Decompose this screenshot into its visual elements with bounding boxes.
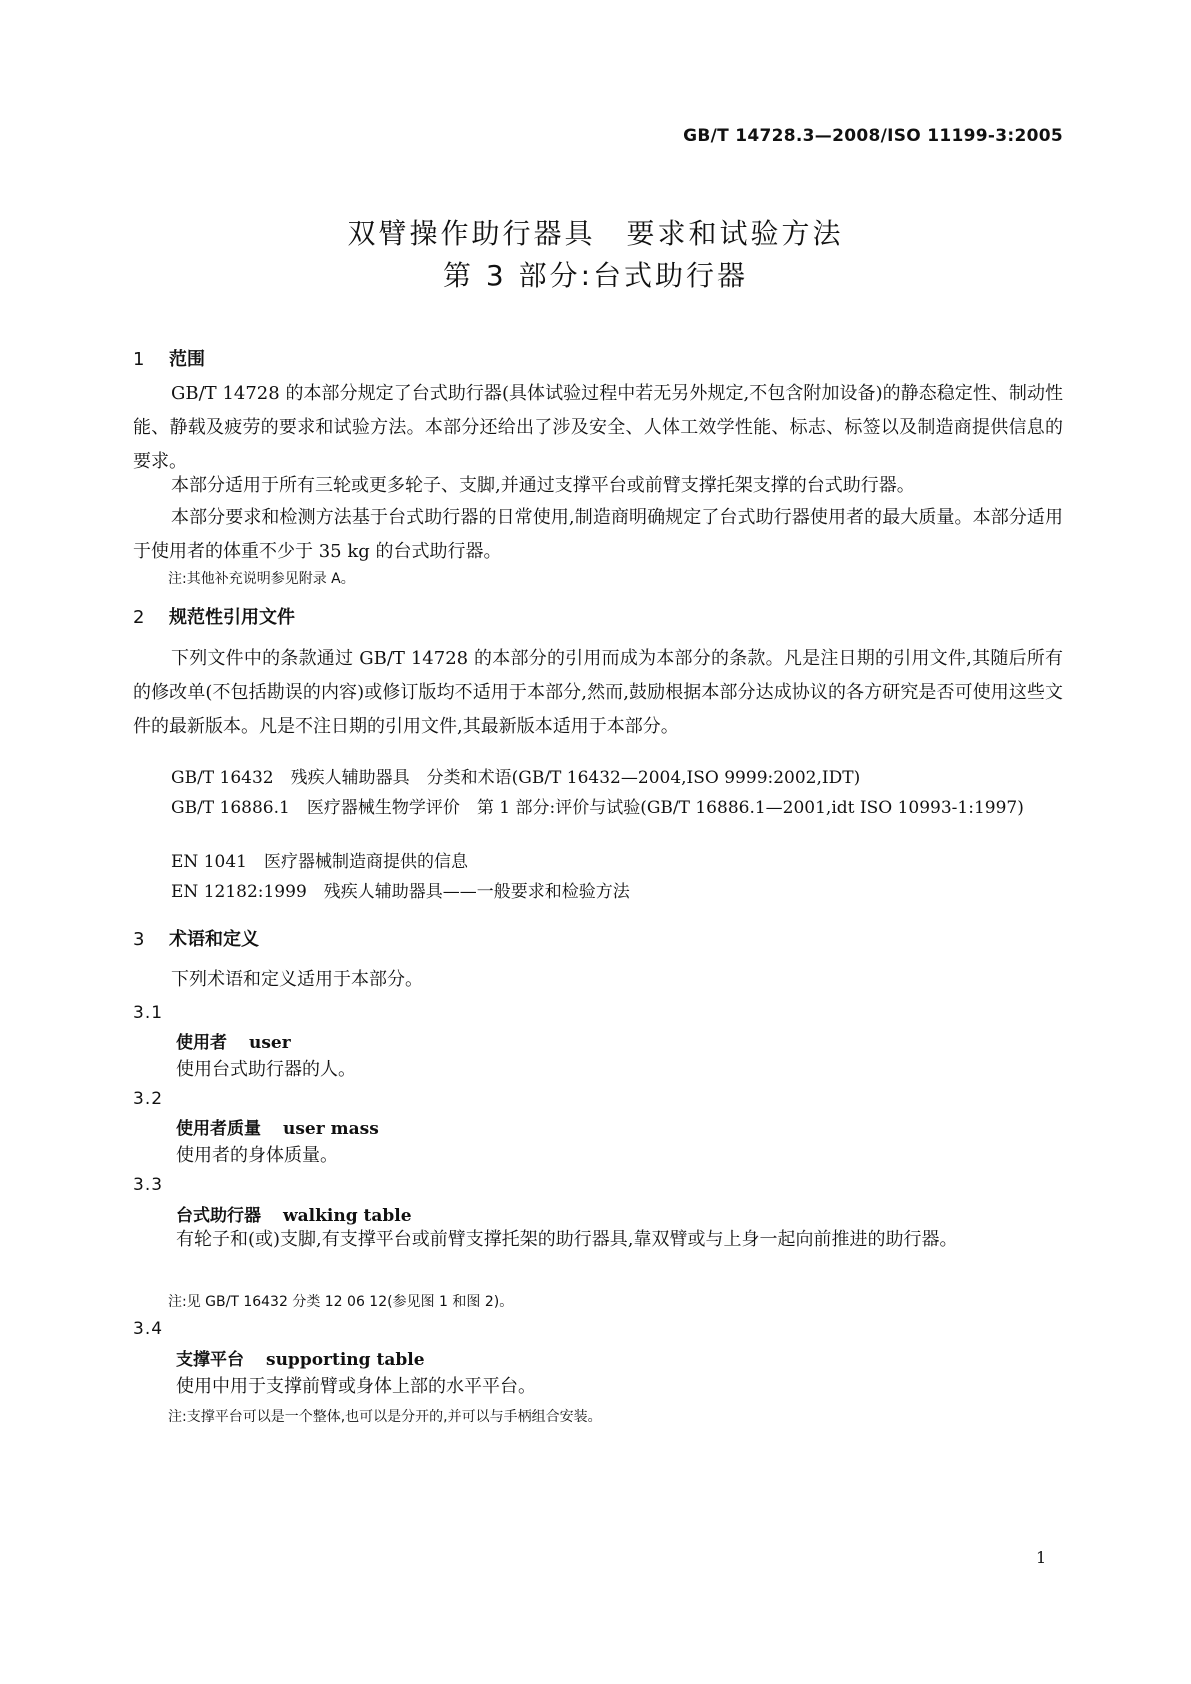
term-heading bbox=[176, 1114, 379, 1139]
section-1-paragraph-2: 本部分适用于所有三轮或更多轮子、支脚,并通过支撑平台或前臂支撑托架支撑的台式助行器。 bbox=[171, 475, 915, 496]
section-1-paragraph-3: 本部分要求和检测方法基于台式助行器的日常使用,制造商明确规定了台式助行器使用者的最大质量。本部分适用于使用者的体重不少于 35 kg 的台式助行器。 bbox=[133, 507, 1063, 562]
term-number: 3.3 bbox=[133, 1175, 164, 1195]
term-number: 3.2 bbox=[133, 1089, 164, 1109]
section-number: 3 bbox=[133, 929, 145, 950]
term-note: 注:支撑平台可以是一个整体,也可以是分开的,并可以与手柄组合安装。 bbox=[168, 1409, 602, 1425]
term-zh: 使用者质量 bbox=[176, 1119, 261, 1139]
section-number: 2 bbox=[133, 607, 145, 628]
term-heading bbox=[176, 1345, 425, 1370]
section-1-heading bbox=[133, 345, 205, 371]
term-heading bbox=[176, 1028, 291, 1053]
title-line-2: 第 3 部分:台式助行器 bbox=[442, 259, 749, 292]
term-definition: 使用台式助行器的人。 bbox=[176, 1059, 356, 1080]
reference-item: EN 1041 医疗器械制造商提供的信息 bbox=[171, 852, 468, 872]
section-title: 术语和定义 bbox=[169, 929, 259, 950]
reference-item: EN 12182:1999 残疾人辅助器具——一般要求和检验方法 bbox=[171, 882, 630, 902]
term-en: supporting table bbox=[266, 1350, 425, 1370]
section-3-heading bbox=[133, 925, 259, 951]
section-2-heading bbox=[133, 603, 295, 629]
section-title: 规范性引用文件 bbox=[169, 607, 295, 628]
term-number: 3.4 bbox=[133, 1319, 164, 1339]
standard-code: GB/T 14728.3—2008/ISO 11199-3:2005 bbox=[683, 126, 1063, 146]
page-number: 1 bbox=[1036, 1548, 1047, 1567]
section-2-paragraph-1: 下列文件中的条款通过 GB/T 14728 的本部分的引用而成为本部分的条款。凡是注日期的引用文件,其随后所有的修改单(不包括勘误的内容)或修订版均不适用于本部分,然而,鼓励根据本部分达成协议的各方研究是否可使用这些文件的最新版本。凡是不注日期的引用文件,其最新版本适用于本部分。 bbox=[133, 648, 1063, 737]
term-zh: 台式助行器 bbox=[176, 1206, 261, 1226]
term-definition: 使用中用于支撑前臂或身体上部的水平平台。 bbox=[176, 1376, 536, 1397]
term-number: 3.1 bbox=[133, 1003, 164, 1023]
reference-item: GB/T 16886.1 医疗器械生物学评价 第 1 部分:评价与试验(GB/T 16886.1—2001,idt ISO 10993-1:1997) bbox=[171, 798, 1024, 818]
term-en: user bbox=[249, 1033, 291, 1053]
term-zh: 支撑平台 bbox=[176, 1350, 244, 1370]
title-line-1: 双臂操作助行器具 要求和试验方法 bbox=[347, 217, 844, 250]
term-definition: 有轮子和(或)支脚,有支撑平台或前臂支撑托架的助行器具,靠双臂或与上身一起向前推进的助行器。 bbox=[176, 1229, 958, 1250]
term-en: user mass bbox=[283, 1119, 379, 1139]
term-en: walking table bbox=[283, 1206, 412, 1226]
section-1-paragraph-1: GB/T 14728 的本部分规定了台式助行器(具体试验过程中若无另外规定,不包含附加设备)的静态稳定性、制动性能、静载及疲劳的要求和试验方法。本部分还给出了涉及安全、人体工效学性能、标志、标签以及制造商提供信息的要求。 bbox=[133, 383, 1063, 472]
term-note: 注:见 GB/T 16432 分类 12 06 12(参见图 1 和图 2)。 bbox=[168, 1294, 514, 1310]
section-1-note: 注:其他补充说明参见附录 A。 bbox=[168, 571, 355, 587]
section-title: 范围 bbox=[169, 349, 205, 370]
term-definition: 使用者的身体质量。 bbox=[176, 1145, 338, 1166]
section-number: 1 bbox=[133, 349, 145, 370]
section-3-intro: 下列术语和定义适用于本部分。 bbox=[171, 969, 423, 990]
reference-item: GB/T 16432 残疾人辅助器具 分类和术语(GB/T 16432—2004,ISO 9999:2002,IDT) bbox=[171, 768, 861, 788]
term-zh: 使用者 bbox=[176, 1033, 227, 1053]
